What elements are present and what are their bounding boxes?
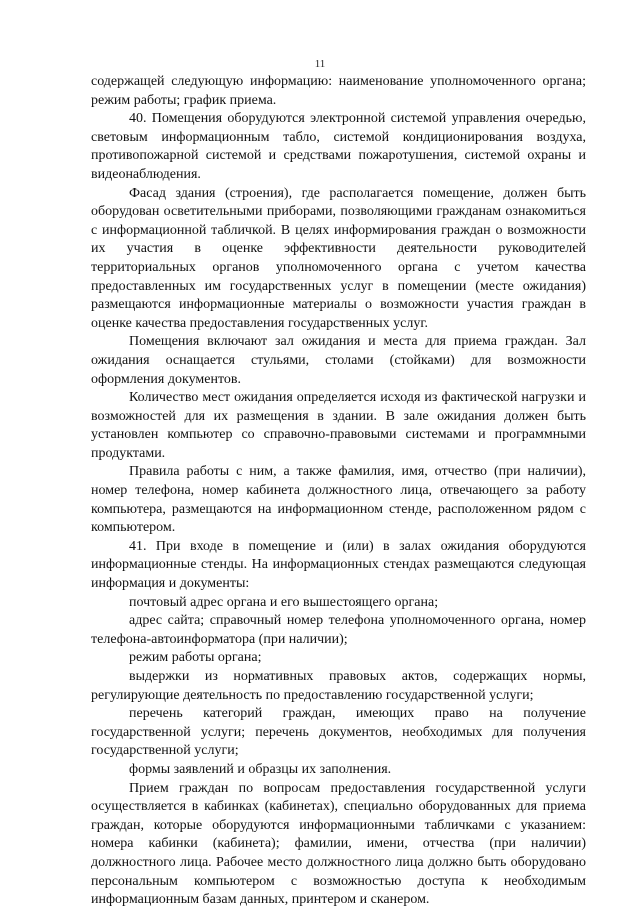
list-item-postal-address: почтовый адрес органа и его вышестоящего органа; <box>129 594 439 610</box>
paragraph-waiting-hall: Помещения включают зал ожидания и места для приема граждан. Зал ожидания оснащается стульями, столами (стойками) для возможности оформления документов. <box>91 334 586 387</box>
list-item-forms: формы заявлений и образцы их заполнения. <box>129 761 392 777</box>
paragraph-item-40: 40. Помещения оборудуются электронной системой управления очередью, световым информационным табло, системой кондиционирования воздуха, противопожарной системой и средствами пожаротушения, системой охраны и видеонаблюдения. <box>91 111 586 182</box>
paragraph-computer-rules: Правила работы с ним, а также фамилия, имя, отчество (при наличии), номер телефона, номер кабинета должностного лица, отвечающего за работу компьютера, размещаются на информационном стенде, расположенном рядом с компьютером. <box>91 464 586 536</box>
paragraph-facade: Фасад здания (строения), где располагается помещение, должен быть оборудован осветительными приборами, позволяющими гражданам ознакомиться с информационной табличкой. В целях информирования граждан о возможности их участия в оценке эффективности деятельности руководителей территориальных органов уполномоченного органа с учетом качества предоставленных им государственных услуг в помещении (месте ожидания) размещаются информационные материалы о возможности участия граждан в оценке качества предоставления государственных услуг. <box>91 185 586 331</box>
paragraph-continuation: содержащей следующую информацию: наименование уполномоченного органа; режим работы; график приема. <box>91 74 586 108</box>
list-item-citizen-categories: перечень категорий граждан, имеющих право на получение государственной услуги; перечень документов, необходимых для получения государственной услуги; <box>91 706 586 759</box>
paragraph-reception: Прием граждан по вопросам предоставления государственной услуги осуществляется в кабинках (кабинетах), специально оборудованных для приема граждан, которые оборудуются информационными табличками с указанием: номера кабинки (кабинета); фамилии, имени, отчества (при наличии) должностного лица. Рабочее место должностного лица должно быть оборудовано персональным компьютером с возможностью доступа к необходимым информационным базам данных, принтером и сканером. <box>91 780 586 908</box>
paragraph-waiting-places: Количество мест ожидания определяется исходя из фактической нагрузки и возможностей для их размещения в здании. В зале ожидания должен быть установлен компьютер со справочно-правовыми системами и программными продуктами. <box>91 390 586 461</box>
list-item-legal-excerpts: выдержки из нормативных правовых актов, содержащих нормы, регулирующие деятельность по предоставлению государственной услуги; <box>91 669 586 703</box>
list-item-website: адрес сайта; справочный номер телефона уполномоченного органа, номер телефона-автоинформатора (при наличии); <box>91 613 586 647</box>
paragraph-item-41: 41. При входе в помещение и (или) в залах ожидания оборудуются информационные стенды. На информационных стендах размещаются следующая информация и документы: <box>91 538 586 592</box>
page-number: 11 <box>314 58 326 70</box>
document-body <box>91 73 586 910</box>
list-item-work-schedule: режим работы органа; <box>129 650 262 666</box>
